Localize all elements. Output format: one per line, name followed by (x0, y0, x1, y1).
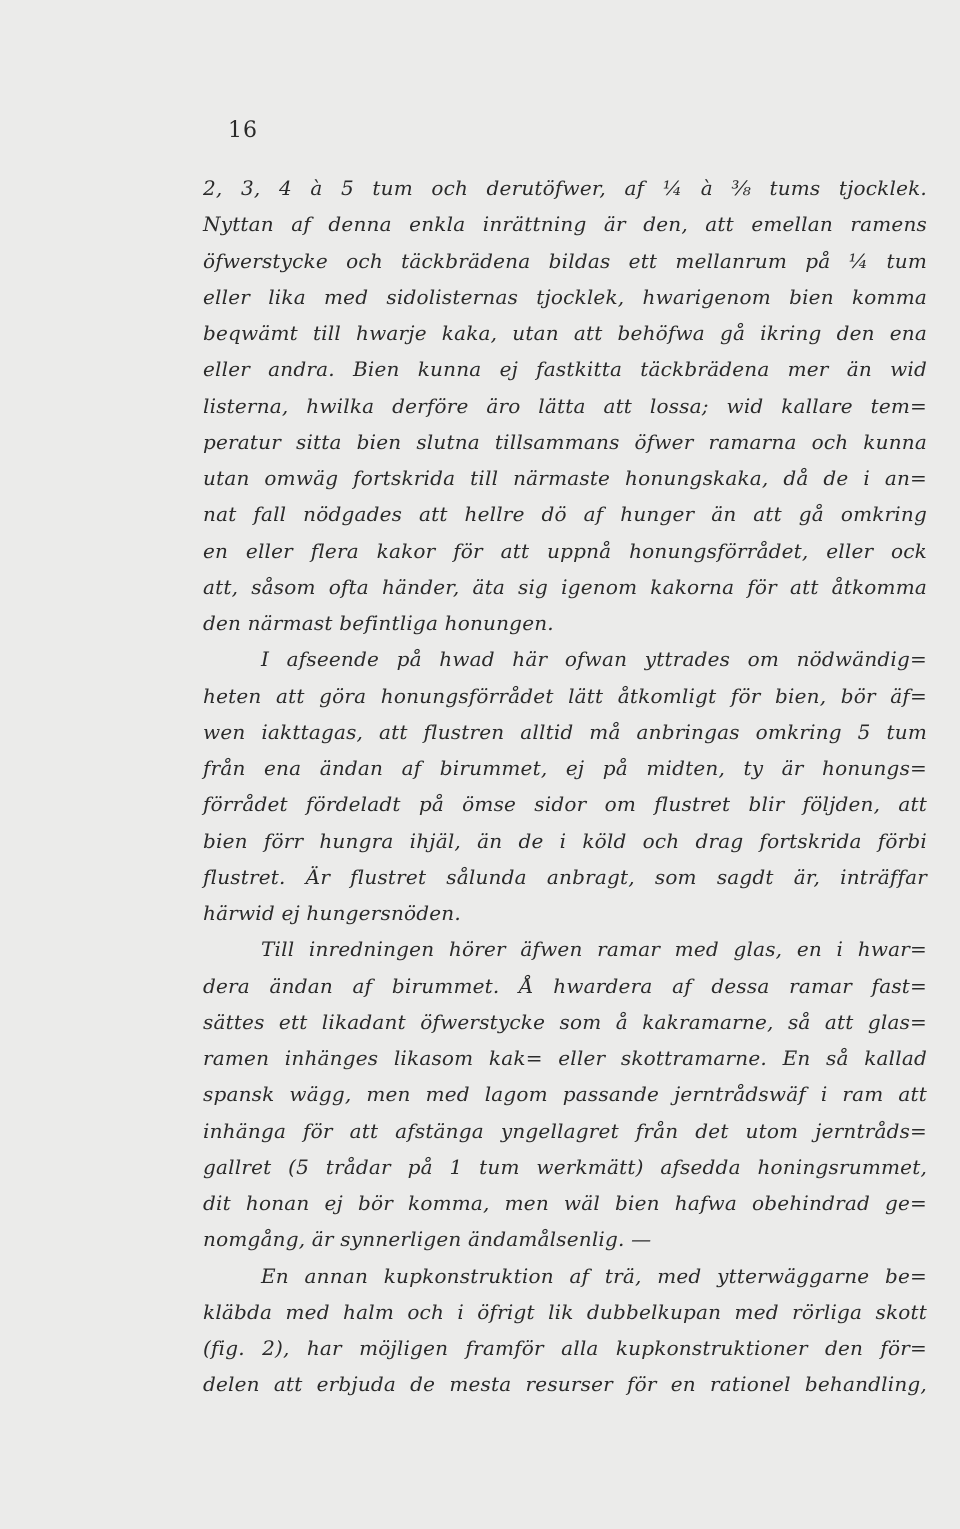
text-line: flustret. Är flustret sålunda anbragt, som sagdt är, inträffar (203, 864, 927, 889)
text-line: spansk wägg, men med lagom passande jerntrådswäf i ram att (203, 1082, 927, 1107)
text-line: bien förr hungra ihjäl, än de i köld och drag fortskrida förbi (203, 828, 927, 853)
text-line: öfwerstycke och täckbrädena bildas ett mellanrum på ¼ tum (203, 248, 927, 273)
text-line: heten att göra honungsförrådet lätt åtkomligt för bien, bör äf= (203, 683, 927, 708)
text-line: kläbda med halm och i öfrigt lik dubbelkupan med rörliga skott (203, 1299, 927, 1324)
text-line: delen att erbjuda de mesta resurser för en rationel behandling, (203, 1372, 927, 1397)
text-line: från ena ändan af birummet, ej på midten, ty är honungs= (203, 756, 927, 780)
text-line: nomgång, är synnerligen ändamålsenlig. — (203, 1227, 652, 1252)
text-line: ramen inhänges likasom kak= eller skottramarne. En så kallad (203, 1046, 927, 1070)
text-line: beqwämt till hwarje kaka, utan att behöfwa gå ikring den ena (203, 321, 927, 345)
text-line: gallret (5 trådar på 1 tum werkmätt) afsedda honingsrummet, (203, 1154, 927, 1179)
text-line: I afseende på hwad här ofwan yttrades om nödwändig= (261, 647, 927, 672)
text-line: härwid ej hungersnöden. (203, 901, 461, 925)
text-line: Till inredningen hörer äfwen ramar med glas, en i hwar= (261, 937, 927, 962)
text-line: utan omwäg fortskrida till närmaste honungskaka, då de i an= (203, 466, 927, 490)
text-line: wen iakttagas, att flustren alltid må anbringas omkring 5 tum (203, 719, 927, 744)
text-line: den närmast befintliga honungen. (203, 611, 554, 635)
text-line: (fig. 2), har möjligen framför alla kupkonstruktioner den för= (203, 1336, 927, 1360)
text-line: listerna, hwilka derföre äro lätta att lossa; wid kallare tem= (203, 393, 927, 418)
text-line: peratur sitta bien slutna tillsammans öfwer ramarna och kunna (203, 429, 927, 454)
text-line: En annan kupkonstruktion af trä, med ytterwäggarne be= (261, 1263, 927, 1288)
text-line: nat fall nödgades att hellre dö af hunger än att gå omkring (203, 502, 927, 527)
text-line: Nyttan af denna enkla inrättning är den, att emellan ramens (203, 212, 927, 237)
text-line: en eller flera kakor för att uppnå honungsförrådet, eller ock (203, 538, 927, 563)
text-line: sättes ett likadant öfwerstycke som å kakramarne, så att glas= (203, 1009, 927, 1034)
text-line: inhänga för att afstänga yngellagret från det utom jerntråds= (203, 1118, 927, 1143)
page-number: 16 (228, 118, 258, 143)
text-line: dera ändan af birummet. Å hwardera af dessa ramar fast= (203, 973, 927, 998)
text-line: 2, 3, 4 à 5 tum och derutöfwer, af ¼ à ⅜ tums tjocklek. (203, 176, 927, 200)
text-line: dit honan ej bör komma, men wäl bien hafwa obehindrad ge= (203, 1191, 927, 1215)
text-line: förrådet fördeladt på ömse sidor om flustret blir följden, att (203, 792, 927, 817)
text-line: eller lika med sidolisternas tjocklek, hwarigenom bien komma (203, 284, 927, 309)
body-text (203, 170, 927, 1403)
text-line: eller andra. Bien kunna ej fastkitta täckbrädena mer än wid (203, 357, 927, 382)
text-line: att, såsom ofta händer, äta sig igenom kakorna för att åtkomma (203, 574, 927, 599)
